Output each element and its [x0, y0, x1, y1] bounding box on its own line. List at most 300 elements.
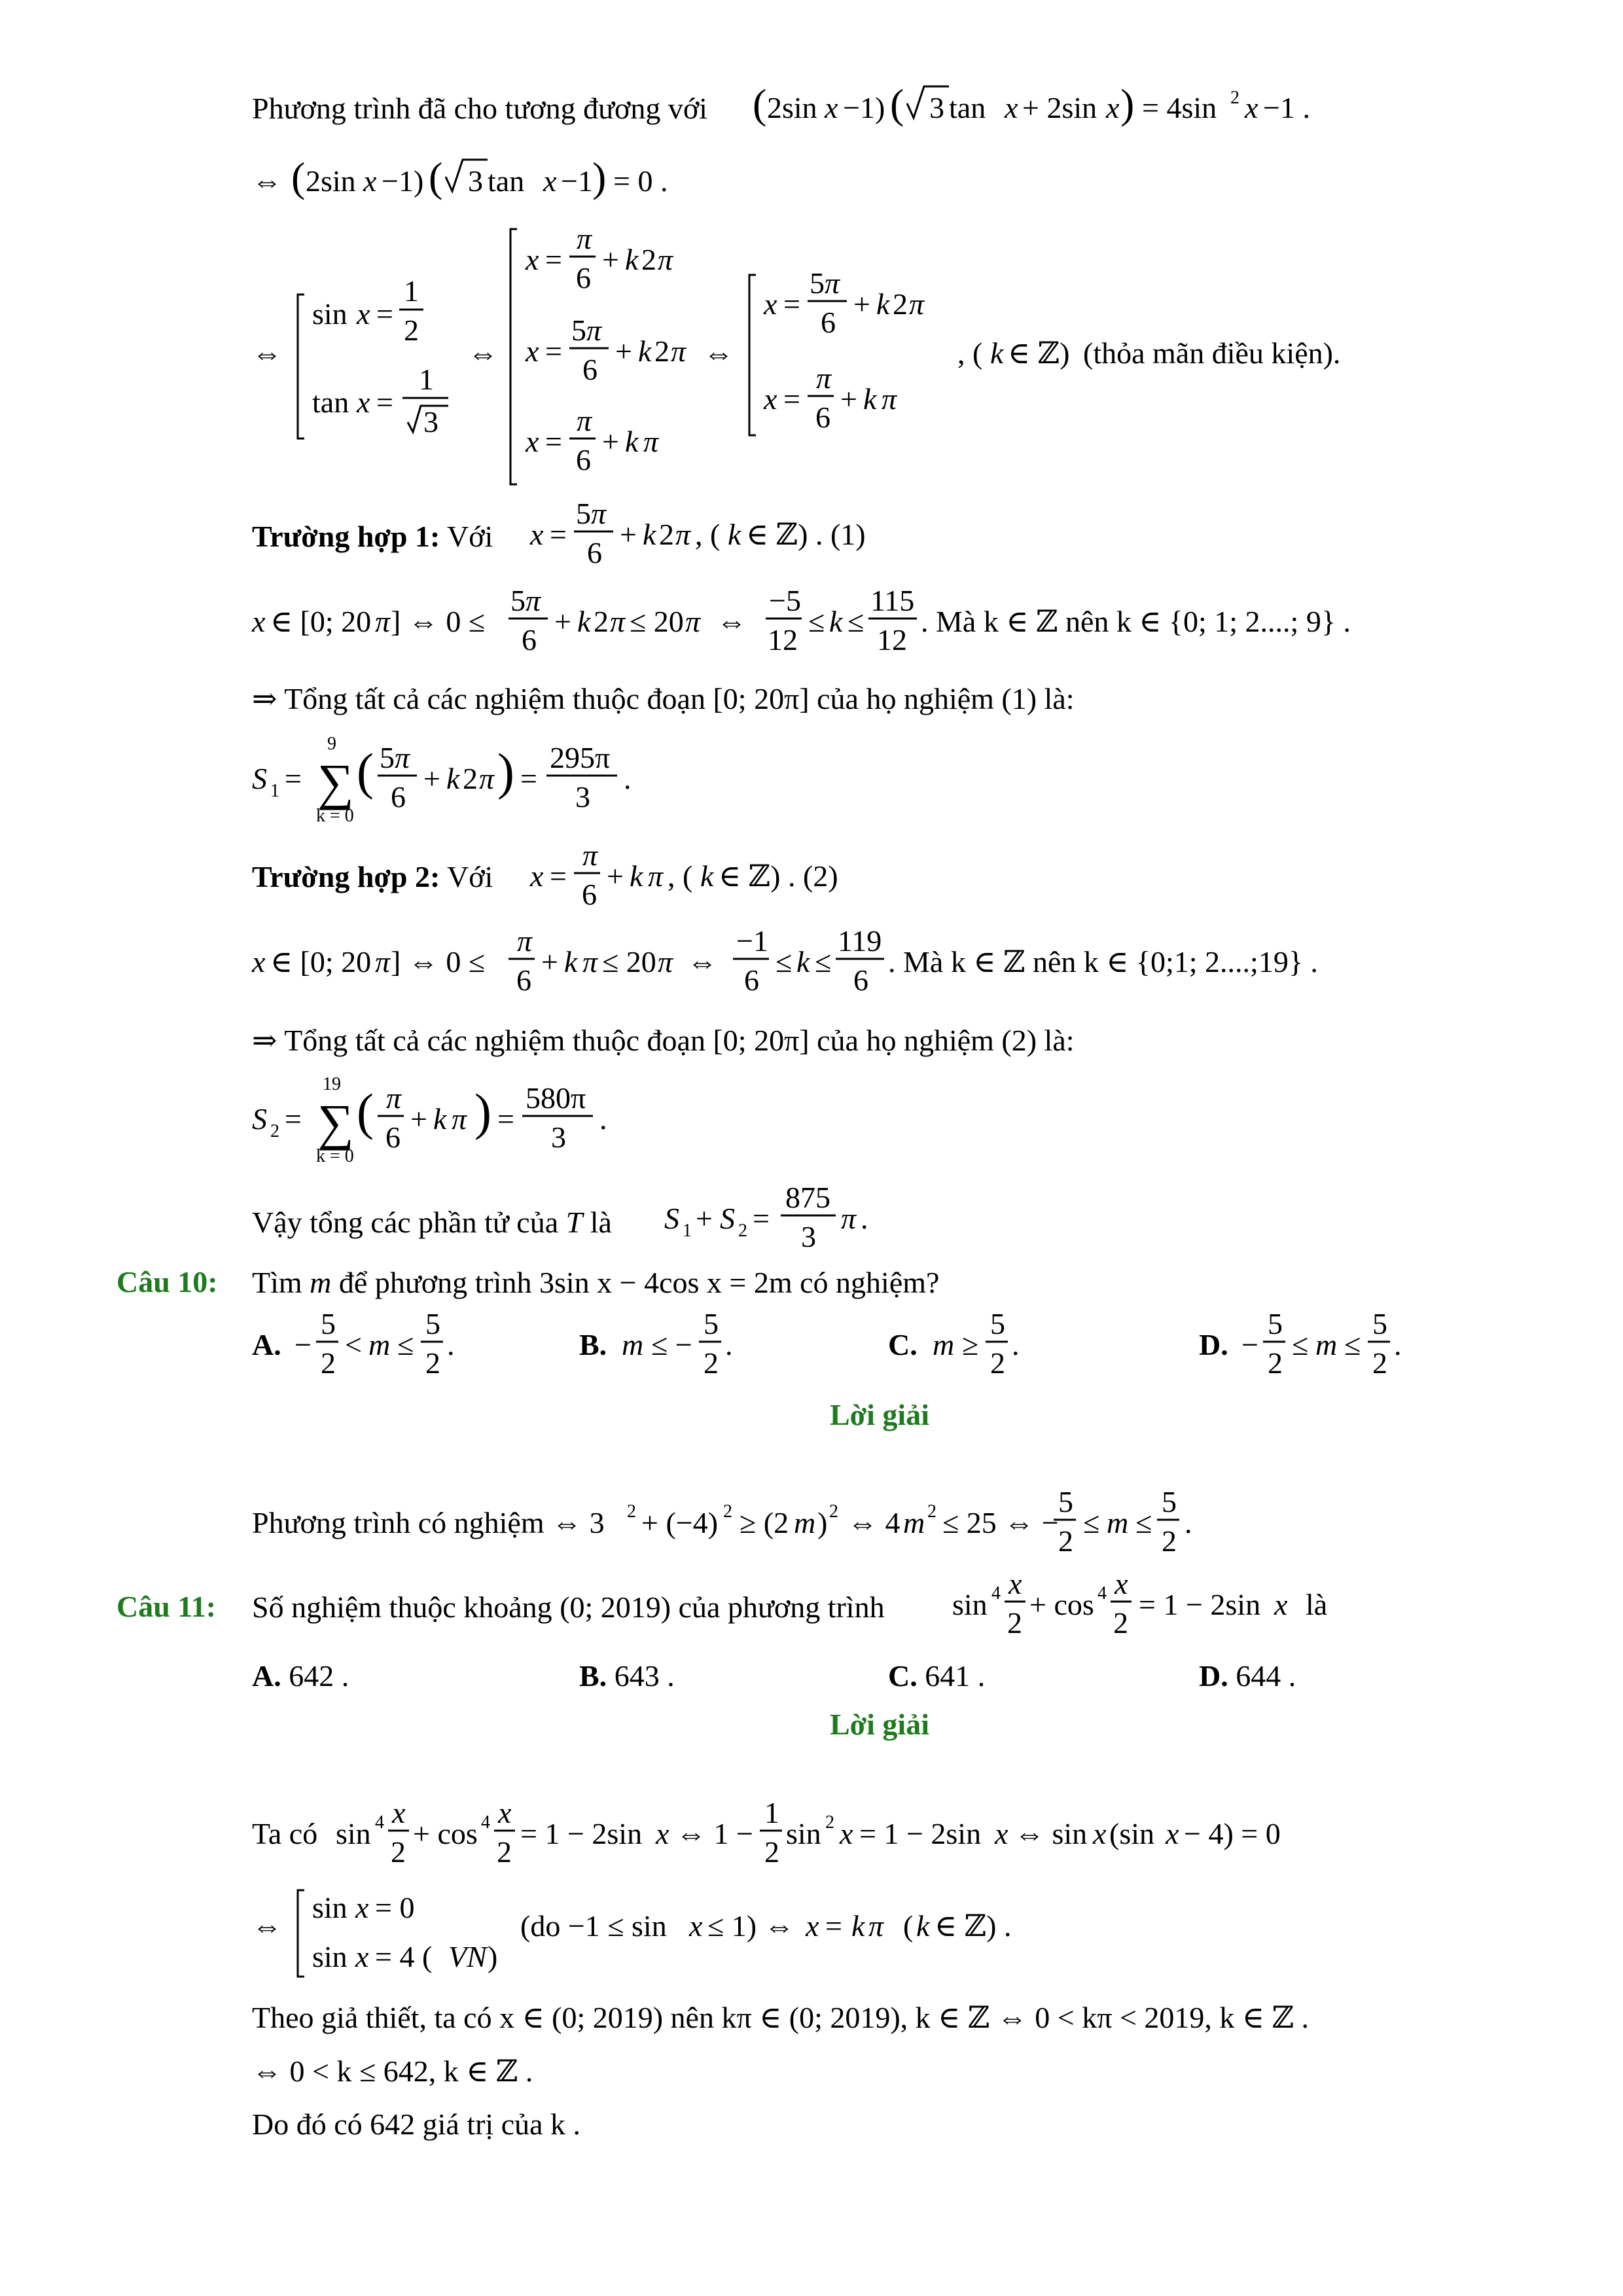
svg-text:m: m: [1315, 1328, 1338, 1361]
svg-text:π: π: [685, 605, 701, 638]
svg-text:6: 6: [821, 306, 836, 339]
case1-range: [252, 586, 1495, 677]
svg-text:− 4) = 0: − 4) = 0: [1184, 1817, 1281, 1850]
svg-text:2: 2: [425, 1346, 440, 1380]
svg-text:k: k: [851, 1909, 865, 1943]
svg-text:6: 6: [385, 1121, 401, 1154]
svg-text:π: π: [671, 334, 687, 368]
svg-text:Phương trình có nghiệm ⇔ 3: Phương trình có nghiệm ⇔ 3: [252, 1506, 605, 1539]
q10-choices: [252, 1309, 1495, 1401]
svg-text:.: .: [599, 1102, 607, 1136]
svg-text:π: π: [909, 287, 925, 321]
svg-text:m: m: [622, 1328, 644, 1361]
svg-text:S: S: [252, 1102, 267, 1136]
svg-text:.: .: [861, 1202, 868, 1235]
conclusion-la: là: [590, 1206, 612, 1239]
q11-choice-b-text: 643 .: [614, 1659, 675, 1693]
svg-text:=: =: [285, 762, 302, 795]
svg-text:6: 6: [576, 261, 591, 295]
q10-choice-a[interactable]: [252, 1307, 455, 1380]
q11-choice-b[interactable]: [579, 1658, 675, 1694]
case2-sum-den: 3: [551, 1121, 566, 1154]
svg-text:m: m: [903, 1506, 925, 1539]
svg-text:, (: , (: [668, 859, 693, 893]
svg-text:.: .: [447, 1328, 455, 1361]
svg-text:k: k: [446, 762, 460, 795]
svg-text:m: m: [794, 1506, 816, 1539]
q11-choice-a-text: 642 .: [289, 1659, 349, 1693]
svg-text:x: x: [357, 386, 370, 419]
svg-text:x: x: [392, 1796, 406, 1829]
svg-text:=: =: [545, 425, 562, 458]
svg-text:2: 2: [825, 1812, 834, 1833]
case1-range-tail: . Mà k ∈ ℤ nên k ∈ {0; 1; 2....; 9} .: [921, 605, 1351, 638]
svg-text:2: 2: [391, 1835, 406, 1869]
case2-label: Trường hợp 2:: [252, 860, 440, 893]
q11-stem-b: của phương trình: [678, 1590, 885, 1624]
svg-text:⇔: ⇔: [468, 336, 498, 370]
svg-text:5: 5: [425, 1307, 440, 1340]
svg-text:6: 6: [582, 878, 597, 911]
svg-text:x: x: [1166, 1817, 1179, 1850]
case1-sum-intro-text: ⇒ Tổng tất cả các nghiệm thuộc đoạn [0; 20π] của họ nghiệm (1) là:: [252, 682, 1075, 715]
case2-sum-intro: [252, 1022, 1075, 1058]
svg-text:] ⇔ 0 ≤: ] ⇔ 0 ≤: [391, 945, 486, 978]
svg-text:π: π: [582, 945, 598, 978]
svg-text:sin: sin: [336, 1817, 371, 1850]
svg-text:4: 4: [375, 1812, 384, 1833]
svg-text:−1: −1: [736, 924, 768, 958]
svg-text:+ 2sin: + 2sin: [1022, 91, 1097, 124]
q11-choice-c-text: 641 .: [925, 1659, 986, 1693]
conclusion-text: [252, 1204, 612, 1240]
svg-text:D.: D.: [1199, 1328, 1228, 1361]
svg-text:k: k: [876, 287, 890, 321]
q10-stem-b: để phương trình 3sin x − 4cos x = 2m có nghiệm?: [338, 1266, 940, 1299]
svg-text:x: x: [656, 1817, 669, 1850]
case2-sum-value: 580π: [526, 1081, 586, 1115]
svg-text:6: 6: [391, 780, 406, 814]
svg-text:1: 1: [404, 274, 419, 308]
svg-text:x: x: [825, 91, 838, 124]
svg-text:2: 2: [1007, 1606, 1022, 1640]
svg-text:k: k: [625, 243, 639, 276]
svg-text:1: 1: [764, 1796, 779, 1829]
svg-text:k: k: [829, 605, 843, 638]
svg-text:π: π: [882, 382, 897, 416]
svg-text:⇔: ⇔: [252, 164, 282, 198]
svg-text:=: =: [545, 243, 562, 276]
svg-text:+ cos: + cos: [1029, 1588, 1094, 1621]
svg-text:tan: tan: [949, 91, 986, 124]
svg-text:2: 2: [404, 314, 419, 347]
svg-text:12: 12: [768, 623, 798, 656]
svg-text:2: 2: [594, 605, 609, 638]
svg-text:.: .: [725, 1328, 733, 1361]
svg-text:k: k: [625, 425, 639, 458]
svg-text:x: x: [806, 1909, 819, 1943]
svg-text:∑: ∑: [317, 753, 354, 810]
svg-text:k: k: [638, 334, 652, 368]
svg-text:2: 2: [829, 1501, 838, 1522]
case1-sum-value: 295π: [550, 741, 611, 774]
svg-text:x: x: [357, 297, 370, 331]
svg-text:x: x: [1093, 1817, 1107, 1850]
svg-text:6: 6: [516, 963, 531, 997]
case1-label: Trường hợp 1:: [252, 520, 440, 553]
svg-text:119: 119: [838, 924, 882, 958]
svg-text:=: =: [376, 297, 393, 331]
svg-text:x: x: [526, 334, 539, 368]
svg-text:∈ ℤ) .: ∈ ℤ) .: [935, 1909, 1012, 1943]
svg-text:m: m: [933, 1328, 955, 1361]
svg-text:π: π: [582, 838, 598, 872]
svg-text:x: x: [1106, 91, 1120, 124]
conclusion-num: 875: [785, 1181, 830, 1214]
svg-text:2: 2: [321, 1346, 336, 1380]
svg-text:S: S: [664, 1202, 679, 1235]
svg-text:π: π: [517, 924, 533, 958]
svg-text:+ cos: + cos: [413, 1817, 478, 1850]
svg-text:π: π: [479, 762, 495, 795]
svg-text:+: +: [554, 605, 571, 638]
svg-text:2: 2: [704, 1346, 719, 1380]
svg-text:sin: sin: [312, 297, 348, 331]
question-11-stem: [252, 1589, 885, 1625]
svg-text:x: x: [498, 1796, 512, 1829]
q11-equation: [952, 1568, 1410, 1659]
svg-text:2: 2: [463, 762, 478, 795]
svg-text:2: 2: [497, 1835, 512, 1869]
svg-text:x: x: [1008, 1567, 1022, 1600]
svg-text:): ): [1120, 81, 1135, 127]
svg-text:x: x: [530, 859, 544, 893]
q11-choice-b-letter: B.: [579, 1659, 607, 1693]
svg-text:m: m: [1107, 1506, 1129, 1539]
q11-choice-c-letter: C.: [888, 1659, 918, 1693]
svg-text:=: =: [825, 1909, 842, 1943]
svg-text:π: π: [816, 361, 832, 395]
svg-text:π: π: [452, 1102, 467, 1136]
svg-text:π: π: [643, 425, 659, 458]
svg-text:x: x: [526, 243, 539, 276]
svg-text:x: x: [764, 287, 777, 321]
q11-line5-text: Do đó có 642 giá trị của k .: [252, 2108, 581, 2141]
svg-text:sin: sin: [952, 1588, 988, 1621]
svg-text:3: 3: [929, 91, 944, 124]
svg-text:π: π: [375, 945, 391, 978]
svg-text:+: +: [410, 1102, 427, 1136]
svg-text:x: x: [355, 1940, 369, 1973]
svg-text:4: 4: [1097, 1583, 1107, 1604]
case2-range: [252, 926, 1495, 1018]
svg-text:5: 5: [990, 1307, 1005, 1340]
svg-text:k: k: [433, 1102, 447, 1136]
svg-text:+: +: [620, 518, 637, 551]
svg-text:m: m: [368, 1328, 391, 1361]
case2-sum: [252, 1074, 841, 1181]
svg-text:.: .: [1185, 1506, 1192, 1539]
svg-text:−1): −1): [382, 164, 424, 198]
svg-text:∈ [0; 20: ∈ [0; 20: [270, 945, 372, 978]
svg-text:5: 5: [1058, 1485, 1073, 1518]
svg-text:x: x: [363, 164, 377, 198]
intro-label: Phương trình đã cho tương đương với: [252, 92, 707, 125]
svg-text:≤: ≤: [847, 605, 865, 638]
svg-text:5: 5: [380, 741, 395, 774]
svg-text:5: 5: [576, 497, 591, 530]
svg-text:k: k: [700, 859, 714, 893]
svg-text:⇔: ⇔: [252, 1909, 282, 1943]
svg-text:∑: ∑: [317, 1094, 354, 1151]
svg-text:5: 5: [571, 314, 586, 347]
svg-text:VN: VN: [448, 1940, 487, 1973]
svg-text:=: =: [550, 518, 567, 551]
svg-text:x: x: [543, 164, 557, 198]
svg-text:S: S: [720, 1202, 735, 1235]
svg-text:6: 6: [582, 353, 597, 386]
svg-text:sin: sin: [786, 1817, 821, 1850]
svg-text:(: (: [903, 1909, 914, 1943]
svg-text:2: 2: [927, 1501, 936, 1522]
q11-solution-line4: [252, 2053, 533, 2089]
svg-text:= 4 (: = 4 (: [375, 1940, 433, 1973]
svg-text:): ): [497, 743, 514, 800]
q11-la: là: [1306, 1588, 1328, 1621]
svg-text:=: =: [545, 334, 562, 368]
svg-text:9: 9: [327, 734, 336, 754]
svg-text:⇔ 4: ⇔ 4: [847, 1506, 901, 1539]
q11-solution-line3: [252, 2000, 1309, 2036]
equation-system: [252, 223, 1430, 497]
svg-text:=: =: [376, 386, 393, 419]
svg-text:=: =: [753, 1202, 770, 1235]
condition-note: (thỏa mãn điều kiện).: [1083, 336, 1341, 370]
svg-text:⇔: ⇔: [252, 336, 282, 370]
question-11-label: Câu 11:: [116, 1590, 217, 1623]
svg-text:2: 2: [270, 1121, 279, 1141]
svg-text:k = 0: k = 0: [316, 806, 354, 826]
svg-text:19: 19: [323, 1074, 341, 1094]
svg-text:≤ 1) ⇔: ≤ 1) ⇔: [707, 1909, 794, 1943]
q11-choice-d-letter: D.: [1199, 1659, 1228, 1693]
svg-text:k: k: [564, 945, 578, 978]
svg-text:∈ ℤ): ∈ ℤ): [1008, 336, 1070, 370]
svg-text:2: 2: [893, 287, 908, 321]
q11-choice-a[interactable]: [252, 1658, 349, 1694]
svg-text:≤ 20: ≤ 20: [630, 605, 684, 638]
svg-text:−: −: [294, 1328, 312, 1361]
svg-text:π: π: [841, 1202, 857, 1235]
q11-choice-a-letter: A.: [252, 1659, 281, 1693]
svg-text:≤: ≤: [397, 1328, 414, 1361]
svg-text:x: x: [252, 945, 266, 978]
svg-text:5: 5: [810, 266, 825, 300]
svg-text:π: π: [586, 314, 602, 347]
svg-text:12: 12: [877, 623, 907, 656]
svg-text:6: 6: [522, 623, 537, 656]
svg-text:3: 3: [468, 164, 483, 198]
svg-text:⇔: ⇔: [704, 336, 734, 370]
svg-text:6: 6: [587, 536, 602, 569]
q10-choice-d[interactable]: [1199, 1307, 1402, 1380]
svg-text:5: 5: [321, 1307, 336, 1340]
svg-text:k = 0: k = 0: [316, 1146, 354, 1166]
q10-choice-c[interactable]: [888, 1307, 1020, 1380]
q11-choice-d[interactable]: [1199, 1658, 1296, 1694]
equation-1: [753, 81, 1342, 136]
svg-text:π: π: [386, 1081, 402, 1115]
svg-text:∈ ℤ) . (1): ∈ ℤ) . (1): [746, 518, 866, 551]
case2-formula: [524, 839, 982, 924]
svg-text:x: x: [1115, 1567, 1128, 1600]
case1-header: [252, 518, 493, 554]
svg-text:6: 6: [744, 963, 759, 997]
svg-text:1: 1: [270, 781, 279, 801]
case1-sum-den: 3: [575, 780, 590, 814]
case2-range-tail: . Mà k ∈ ℤ nên k ∈ {0;1; 2....;19} .: [888, 945, 1318, 978]
svg-text:(: (: [429, 154, 443, 200]
svg-text:+: +: [423, 762, 440, 795]
case1-voi: Với: [446, 520, 493, 553]
svg-text:∈ [0; 20: ∈ [0; 20: [270, 605, 372, 638]
svg-text:= 0: = 0: [375, 1891, 415, 1924]
q10-stem-a: Tìm: [252, 1266, 302, 1299]
svg-text:.: .: [624, 762, 632, 795]
svg-text:x: x: [995, 1817, 1008, 1850]
q11-solution-line5: [252, 2106, 580, 2142]
svg-text:k: k: [643, 518, 656, 551]
conclusion-label: Vậy tổng các phần tử của: [252, 1206, 559, 1239]
conclusion-T: T: [565, 1206, 583, 1239]
svg-text:= 1 − 2sin: = 1 − 2sin: [1139, 1588, 1261, 1621]
svg-text:x: x: [1274, 1588, 1288, 1621]
svg-text:π: π: [825, 266, 840, 300]
svg-text:(: (: [357, 1083, 374, 1140]
svg-text:tan: tan: [488, 164, 525, 198]
svg-text:+: +: [602, 425, 619, 458]
q11-choice-c[interactable]: [888, 1658, 985, 1694]
svg-text:≤ 25 ⇔ −: ≤ 25 ⇔ −: [942, 1506, 1059, 1539]
svg-text:=: =: [285, 1102, 302, 1136]
svg-text:π: π: [648, 859, 664, 893]
svg-text:−1: −1: [561, 164, 593, 198]
equation-2: [252, 154, 776, 209]
svg-text:B.: B.: [579, 1328, 607, 1361]
q10-solution: [252, 1486, 1364, 1577]
case2-header: [252, 859, 493, 895]
svg-text:π: π: [591, 497, 607, 530]
svg-text:(sin: (sin: [1109, 1817, 1154, 1850]
q11-stem-a: Số nghiệm thuộc khoảng: [252, 1590, 552, 1624]
svg-text:2: 2: [723, 1501, 732, 1522]
svg-text:k: k: [728, 518, 741, 551]
svg-text:(do −1 ≤ sin: (do −1 ≤ sin: [520, 1909, 667, 1943]
svg-text:5: 5: [1162, 1485, 1177, 1518]
svg-text:x: x: [764, 382, 777, 416]
q11-solution-heading: Lời giải: [830, 1708, 929, 1741]
svg-text:=: =: [550, 859, 567, 893]
svg-text:⇔ 1 −: ⇔ 1 −: [676, 1817, 753, 1850]
svg-text:A.: A.: [252, 1328, 281, 1361]
svg-text:<: <: [345, 1328, 362, 1361]
svg-text:(: (: [890, 81, 904, 127]
svg-text:=: =: [783, 382, 800, 416]
svg-text:2: 2: [659, 518, 674, 551]
svg-text:k: k: [990, 336, 1004, 370]
svg-text:π: π: [675, 518, 691, 551]
svg-text:π: π: [577, 404, 592, 437]
svg-text:): ): [488, 1940, 498, 1973]
svg-text:2: 2: [990, 1346, 1005, 1380]
svg-text:x: x: [355, 1891, 369, 1924]
svg-text:): ): [592, 154, 607, 200]
svg-text:π: π: [610, 605, 626, 638]
svg-text:): ): [474, 1083, 491, 1140]
svg-text:1: 1: [419, 363, 434, 396]
conclusion-den: 3: [801, 1220, 816, 1253]
svg-text:S: S: [252, 762, 267, 795]
svg-text:≤: ≤: [1135, 1506, 1152, 1539]
svg-text:6: 6: [853, 963, 868, 997]
svg-text:+: +: [615, 334, 632, 368]
svg-text:x: x: [689, 1909, 703, 1943]
svg-text:+ (−4): + (−4): [641, 1506, 719, 1539]
svg-text:x: x: [840, 1817, 853, 1850]
q10-choice-b[interactable]: [579, 1307, 733, 1380]
svg-text:115: 115: [870, 584, 915, 617]
q11-solution-line1: [252, 1797, 1430, 1888]
q11-solution-line2: [252, 1878, 1430, 1983]
svg-text:≤: ≤: [1292, 1328, 1309, 1361]
svg-text:k: k: [863, 382, 877, 416]
q11-interval: (0; 2019): [560, 1590, 671, 1624]
svg-text:=: =: [497, 1102, 514, 1136]
svg-text:(: (: [357, 743, 374, 800]
svg-text:≥: ≥: [962, 1328, 979, 1361]
svg-text:x: x: [530, 518, 544, 551]
intro-text: [252, 90, 707, 126]
q11-line3-text: Theo giả thiết, ta có x ∈ (0; 2019) nên kπ ∈ (0; 2019), k ∈ ℤ ⇔ 0 < kπ < 2019, k ∈ ℤ .: [252, 2001, 1310, 2034]
svg-text:⇔: ⇔: [687, 945, 717, 978]
svg-text:≤: ≤: [1344, 1328, 1361, 1361]
svg-text:≤ 20: ≤ 20: [602, 945, 656, 978]
question-10-stem: [252, 1265, 939, 1300]
svg-text:1: 1: [683, 1221, 692, 1241]
svg-text:6: 6: [815, 401, 830, 434]
q11-choice-d-text: 644 .: [1236, 1659, 1296, 1693]
svg-text:= 4sin: = 4sin: [1142, 91, 1217, 124]
svg-text:k: k: [630, 859, 643, 893]
svg-text:∈ ℤ) . (2): ∈ ℤ) . (2): [719, 859, 838, 893]
svg-text:k: k: [796, 945, 810, 978]
case2-voi: Với: [446, 860, 493, 893]
svg-text:= 1 − 2sin: = 1 − 2sin: [520, 1817, 643, 1850]
svg-text:−5: −5: [769, 584, 801, 617]
svg-text:2: 2: [1113, 1606, 1128, 1640]
svg-text:.: .: [1394, 1328, 1402, 1361]
svg-text:5: 5: [510, 584, 526, 617]
svg-text:−: −: [1241, 1328, 1258, 1361]
svg-text:2: 2: [1372, 1346, 1387, 1380]
svg-text:5: 5: [1268, 1307, 1283, 1340]
svg-text:π: π: [375, 605, 391, 638]
question-10-label: Câu 10:: [116, 1265, 218, 1299]
svg-text:4: 4: [991, 1583, 1001, 1604]
svg-text:+: +: [696, 1202, 713, 1235]
svg-text:2: 2: [654, 334, 669, 368]
svg-text:⇔: ⇔: [717, 605, 747, 638]
